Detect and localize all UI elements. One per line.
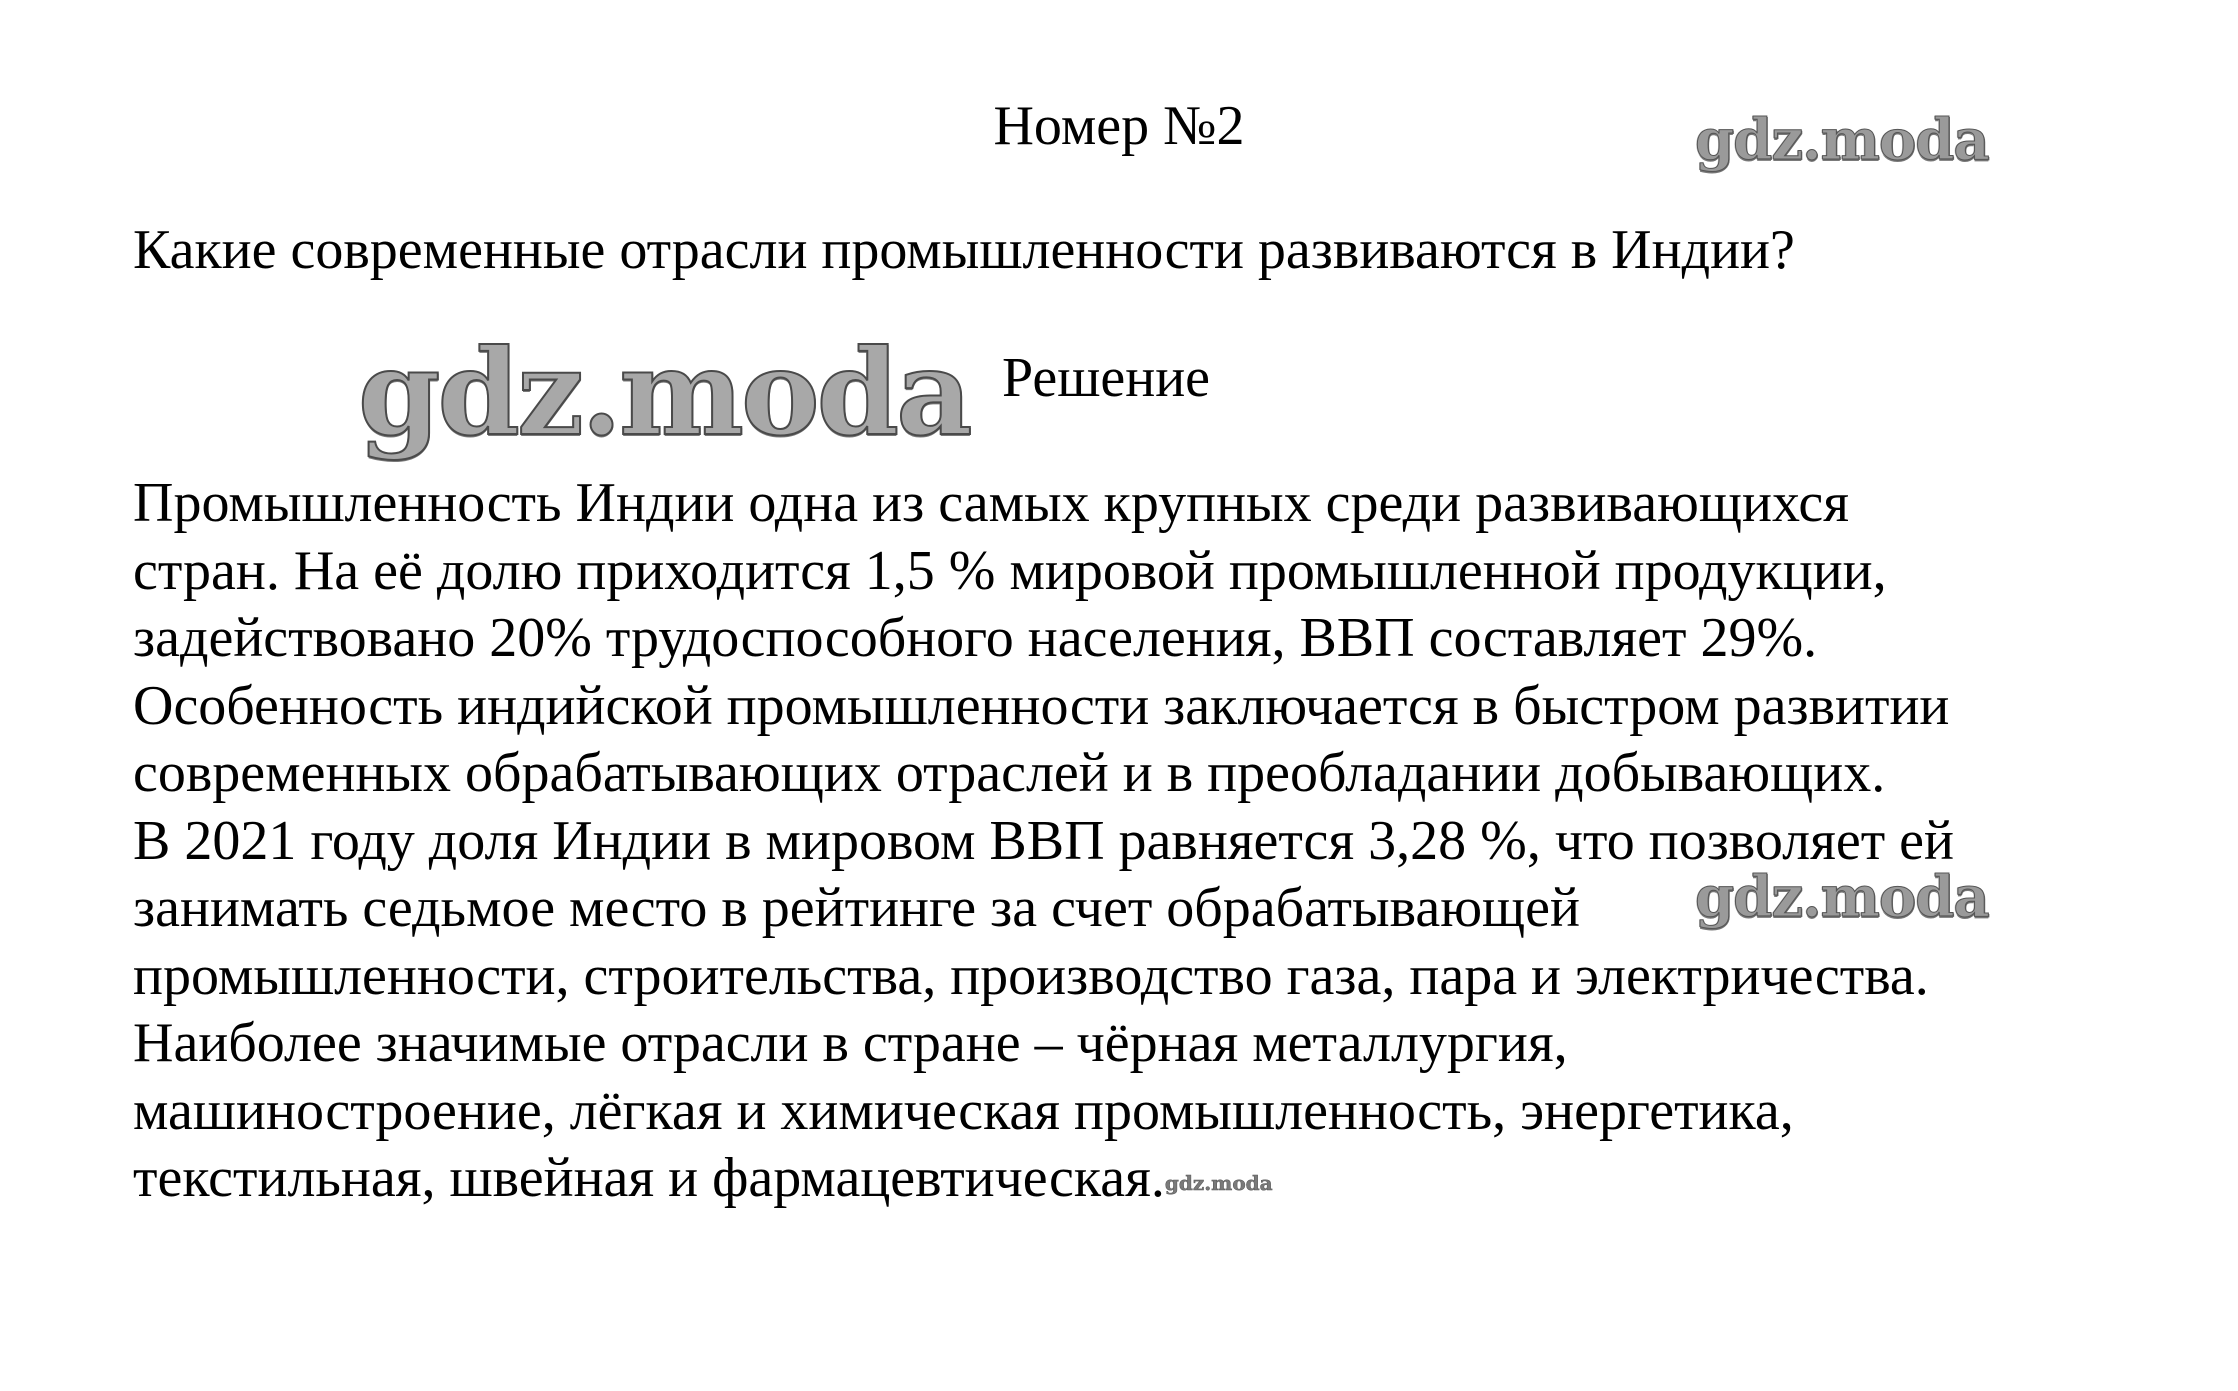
watermark-logo-tiny: gdz.moda	[1164, 1171, 1273, 1195]
solution-line: Промышленность Индии одна из самых крупных среди развивающихся	[133, 472, 1849, 534]
solution-line: Наиболее значимые отрасли в стране – чёрная металлургия,	[133, 1012, 1568, 1074]
solution-line: В 2021 году доля Индии в мировом ВВП равняется 3,28 %, что позволяет ей	[133, 809, 1954, 872]
page-title: Номер №2	[993, 95, 1245, 157]
solution-line: машиностроение, лёгкая и химическая промышленность, энергетика,	[133, 1079, 1794, 1142]
solution-line-text: текстильная, швейная и фармацевтическая.	[133, 1147, 1165, 1209]
solution-line: занимать седьмое место в рейтинге за счет обрабатывающей	[133, 877, 1580, 939]
watermark-logo-middle: gdz.moda	[1695, 864, 1989, 930]
watermark-logo-top: gdz.moda	[1695, 107, 1989, 173]
solution-line: задействовано 20% трудоспособного населения, ВВП составляет 29%.	[133, 607, 1818, 669]
solution-body	[133, 470, 2173, 1213]
solution-line: современных обрабатывающих отраслей и в преобладании добывающих.	[133, 742, 1886, 804]
watermark-logo-large: gdz.moda	[358, 323, 970, 462]
solution-heading: Решение	[1002, 347, 1211, 409]
solution-line: промышленности, строительства, производство газа, пара и электричества.	[133, 944, 1929, 1007]
question-text: Какие современные отрасли промышленности развиваются в Индии?	[133, 219, 1795, 281]
solution-line-last	[133, 1145, 2173, 1213]
solution-line: Особенность индийской промышленности заключается в быстром развитии	[133, 674, 1950, 737]
solution-line: стран. На её долю приходится 1,5 % мировой промышленной продукции,	[133, 539, 1887, 602]
